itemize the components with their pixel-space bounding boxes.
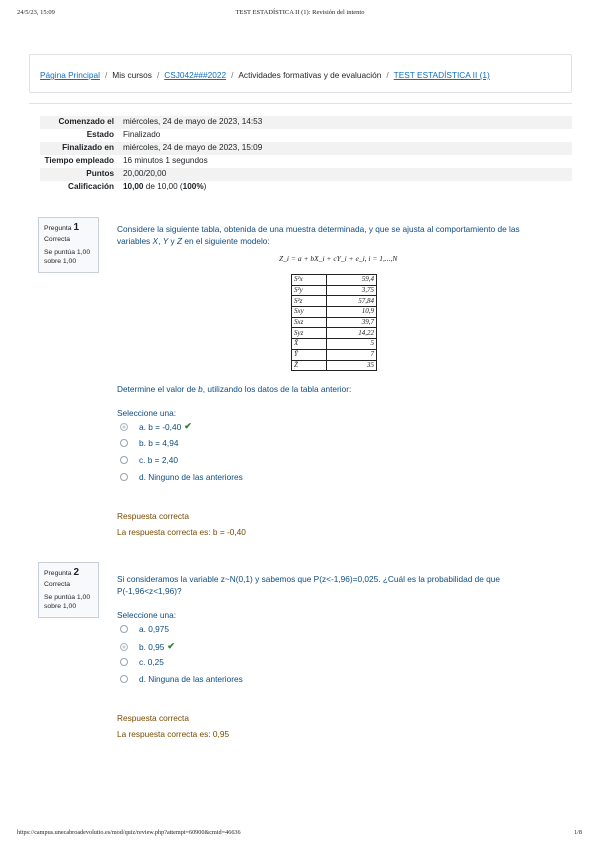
- breadcrumb-section: Actividades formativas y de evaluación: [238, 70, 382, 80]
- summary-row: [40, 168, 572, 181]
- question-2-text: Si consideramos la variable z~N(0,1) y sabemos que P(z<-1,96)=0,025. ¿Cuál es la probabilidad de que P(-1,96<z<1,96)?: [117, 574, 501, 596]
- stats-value: 7: [327, 349, 377, 360]
- summary-value: 20,00/20,00: [119, 168, 572, 181]
- q2-option-b[interactable]: [120, 641, 175, 652]
- breadcrumb-quiz-link[interactable]: TEST ESTADÍSTICA II (1): [393, 70, 490, 80]
- option-label: b. b = 4,94: [139, 438, 179, 448]
- question-1-feedback: Respuesta correcta: [117, 511, 189, 521]
- question-grade: Se puntúa 1,00 sobre 1,00: [44, 594, 91, 610]
- print-datetime: 24/5/23, 15:09: [17, 9, 55, 16]
- radio-icon[interactable]: [120, 423, 128, 431]
- check-icon: ✔: [184, 421, 192, 431]
- grade-middle: de 10,00 (: [143, 182, 183, 192]
- print-header: [0, 9, 600, 21]
- breadcrumb-separator: /: [386, 70, 389, 80]
- summary-label: Estado: [86, 130, 114, 140]
- breadcrumb: [40, 70, 490, 80]
- stats-row: [292, 285, 377, 296]
- option-label: c. 0,25: [139, 657, 164, 667]
- summary-label: Comenzado el: [40, 116, 119, 129]
- regression-formula: Z_i = a + bX_i + cY_i + e_i, i = 1,...,N: [279, 254, 398, 263]
- print-url: https://campus.unecabroadevolutio.es/mod/quiz/review.php?attempt=60900&cmid=46636: [17, 829, 241, 836]
- option-label: c. b = 2,40: [139, 455, 178, 465]
- question-2-right-answer: La respuesta correcta es: 0,95: [117, 729, 230, 739]
- q1-var-z: Z: [177, 236, 183, 246]
- grade-percent: 100%: [182, 182, 204, 192]
- q2-option-a[interactable]: [120, 624, 169, 634]
- summary-label: Finalizado en: [40, 142, 119, 155]
- stats-key: Z̄: [292, 360, 327, 371]
- q1-option-a[interactable]: [120, 421, 192, 432]
- stats-value: 10,9: [327, 307, 377, 318]
- q1-var-y: Y: [162, 236, 169, 246]
- option-label: d. Ninguno de las anteriores: [139, 472, 243, 482]
- summary-label: Puntos: [40, 168, 119, 181]
- breadcrumb-course-link[interactable]: CSJ042###2022: [164, 70, 227, 80]
- q1-text-part: y: [168, 236, 177, 246]
- q1-text-part: en el siguiente modelo:: [182, 236, 270, 246]
- summary-value: 16 minutos 1 segundos: [123, 156, 208, 166]
- stats-key: S²z: [292, 296, 327, 307]
- breadcrumb-home-link[interactable]: Página Principal: [40, 70, 100, 80]
- option-label: a. 0,975: [139, 624, 169, 634]
- breadcrumb-courses: Mis cursos: [112, 70, 152, 80]
- radio-icon[interactable]: [120, 675, 128, 683]
- option-label: d. Ninguna de las anteriores: [139, 674, 243, 684]
- stats-value: 59,4: [327, 275, 377, 286]
- attempt-summary-table: [40, 116, 572, 194]
- stats-value: 57,84: [327, 296, 377, 307]
- breadcrumb-separator: /: [156, 70, 160, 80]
- stats-key: Sxy: [292, 307, 327, 318]
- q1-option-c[interactable]: [120, 455, 178, 465]
- question-2-prompt: Seleccione una:: [117, 610, 177, 620]
- stats-value: 14,22: [327, 328, 377, 339]
- q1-instruction-var: b: [198, 384, 203, 394]
- question-state: Correcta: [44, 236, 71, 243]
- summary-row: [40, 116, 572, 129]
- question-1-text: [117, 223, 537, 247]
- breadcrumb-separator: /: [104, 70, 108, 80]
- breadcrumb-separator: /: [231, 70, 234, 80]
- radio-icon[interactable]: [120, 625, 128, 633]
- stats-key: S²x: [292, 275, 327, 286]
- stats-value: 35: [327, 360, 377, 371]
- question-2-feedback: Respuesta correcta: [117, 713, 189, 723]
- summary-value: miércoles, 24 de mayo de 2023, 14:53: [119, 116, 572, 129]
- summary-value: Finalizado: [123, 130, 161, 140]
- print-doc-title: TEST ESTADÍSTICA II (1): Revisión del intento: [235, 9, 365, 16]
- stats-table: [291, 274, 377, 371]
- question-1-instruction: [117, 383, 537, 395]
- stats-value: 3,75: [327, 285, 377, 296]
- stats-key: S²y: [292, 285, 327, 296]
- summary-label: Calificación: [68, 182, 114, 192]
- summary-row: [40, 129, 572, 142]
- question-number: [44, 567, 93, 578]
- grade-score: 10,00: [123, 182, 144, 192]
- print-footer: [0, 829, 600, 841]
- stats-key: Syz: [292, 328, 327, 339]
- radio-icon[interactable]: [120, 473, 128, 481]
- q1-text-part: ,: [158, 236, 163, 246]
- q1-option-b[interactable]: [120, 438, 178, 448]
- q1-instruction-part: , utilizando los datos de la tabla anterior:: [202, 384, 352, 394]
- q2-option-c[interactable]: [120, 657, 164, 667]
- print-page-number: 1/8: [574, 829, 582, 836]
- summary-label: Tiempo empleado: [44, 156, 114, 166]
- radio-icon[interactable]: [120, 456, 128, 464]
- stats-row: [292, 296, 377, 307]
- question-label: Pregunta: [44, 570, 72, 577]
- stats-row: [292, 317, 377, 328]
- question-number: [44, 222, 93, 233]
- question-grade: Se puntúa 1,00 sobre 1,00: [44, 249, 91, 265]
- q1-instruction-part: Determine el valor de: [117, 384, 199, 394]
- question-number-value: 1: [73, 222, 80, 233]
- stats-value: 5: [327, 339, 377, 350]
- summary-value: miércoles, 24 de mayo de 2023, 15:09: [119, 142, 572, 155]
- stats-key: X̄: [292, 339, 327, 350]
- radio-icon[interactable]: [120, 439, 128, 447]
- check-icon: ✔: [167, 641, 175, 651]
- summary-grade-value: [119, 181, 572, 194]
- stats-row: [292, 360, 377, 371]
- q1-text-part: Considere la siguiente tabla, obtenida de una muestra determinada, y que se ajusta al comportamiento de las variables: [117, 224, 520, 246]
- radio-icon[interactable]: [120, 658, 128, 666]
- question-1-prompt: Seleccione una:: [117, 408, 177, 418]
- q1-var-x: X: [152, 236, 159, 246]
- summary-row: [40, 142, 572, 155]
- stats-key: Sxz: [292, 317, 327, 328]
- stats-row: [292, 275, 377, 286]
- radio-icon[interactable]: [120, 643, 128, 651]
- option-label: a. b = -0,40: [139, 421, 182, 432]
- stats-row: [292, 349, 377, 360]
- question-1-right-answer: La respuesta correcta es: b = -0,40: [117, 527, 246, 537]
- question-2-info: [38, 562, 99, 618]
- summary-row: [40, 155, 572, 168]
- question-label: Pregunta: [44, 225, 72, 232]
- breadcrumb-card: [29, 54, 572, 93]
- question-1-info: [38, 217, 99, 273]
- q2-option-d[interactable]: [120, 674, 243, 684]
- question-state: Correcta: [44, 581, 71, 588]
- grade-end: ): [203, 182, 207, 192]
- summary-row-grade: [40, 181, 572, 194]
- q1-option-d[interactable]: [120, 472, 243, 482]
- stats-row: [292, 339, 377, 350]
- question-number-value: 2: [73, 567, 80, 578]
- stats-row: [292, 328, 377, 339]
- stats-value: 39,7: [327, 317, 377, 328]
- stats-row: [292, 307, 377, 318]
- stats-key: Ȳ: [292, 349, 327, 360]
- option-label: b. 0,95: [139, 641, 165, 652]
